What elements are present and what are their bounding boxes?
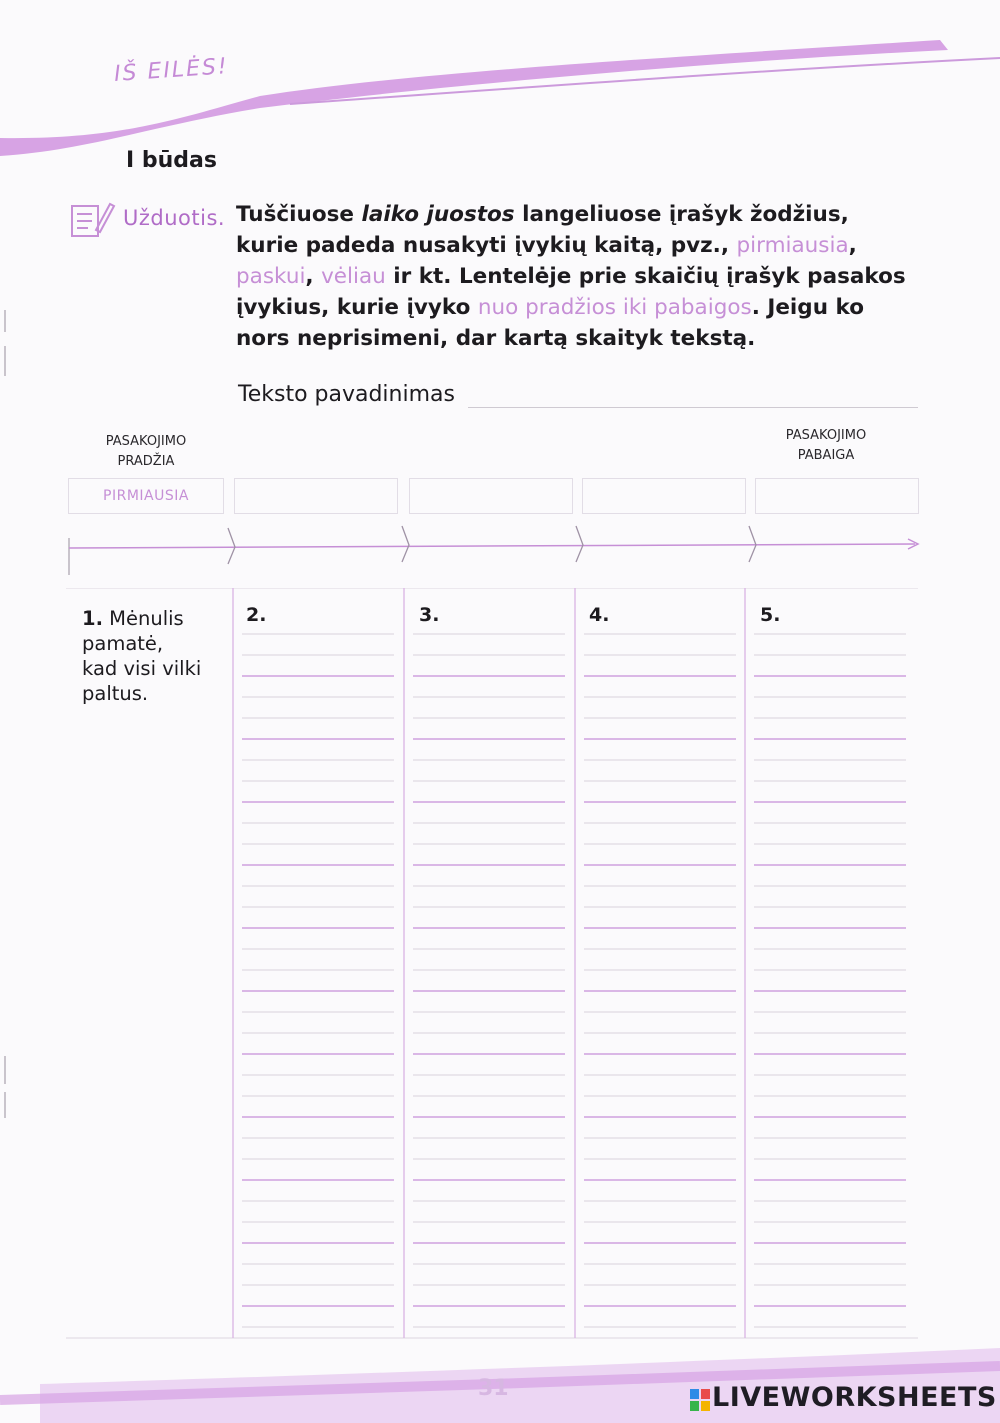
text-title-input-line[interactable] bbox=[468, 407, 918, 408]
timeline-box-1 bbox=[68, 478, 224, 514]
text-title-label: Teksto pavadinimas bbox=[238, 382, 455, 407]
event-1-line: pamatė, bbox=[82, 632, 164, 655]
pencil-note-icon bbox=[70, 200, 116, 240]
column-number-3: 3. bbox=[419, 604, 440, 626]
column-number-5: 5. bbox=[760, 604, 781, 626]
task-label: Užduotis. bbox=[123, 206, 226, 230]
margin-mark bbox=[4, 1056, 6, 1084]
start-label-line: PASAKOJIMO bbox=[105, 434, 187, 449]
page-number: 31 bbox=[478, 1376, 509, 1401]
task-segment: . Jeigu ko nors neprisimeni, dar kartą skaityk tekstą. bbox=[236, 295, 864, 351]
timeline-arrow bbox=[60, 520, 930, 580]
timeline-box-2[interactable] bbox=[234, 478, 398, 514]
margin-mark bbox=[4, 346, 6, 376]
column-number-2: 2. bbox=[246, 604, 267, 626]
event-1-line: kad visi vilki bbox=[82, 657, 202, 680]
event-1-text bbox=[82, 606, 222, 706]
column-number-4: 4. bbox=[589, 604, 610, 626]
header-brush-band bbox=[0, 0, 1000, 170]
event-1-line bbox=[82, 606, 222, 631]
margin-mark bbox=[4, 310, 6, 332]
event-1-word: Mėnulis bbox=[102, 607, 184, 630]
task-segment: Tuščiuose bbox=[236, 202, 362, 227]
task-segment: ir kt. Lentelėje prie skaičių įrašyk pasakos įvykius, kurie įvyko bbox=[236, 264, 906, 320]
event-1-number: 1. bbox=[82, 607, 103, 630]
watermark: LIVEWORKSHEETS bbox=[712, 1382, 997, 1413]
margin-mark bbox=[4, 1092, 6, 1118]
timeline-first-word: PIRMIAUSIA bbox=[103, 488, 189, 504]
end-label-line: PASAKOJIMO bbox=[785, 428, 867, 443]
end-label-line: PABAIGA bbox=[797, 448, 855, 463]
timeline-box-5[interactable] bbox=[755, 478, 919, 514]
task-segment: , bbox=[305, 264, 322, 289]
start-label-line: PRADŽIA bbox=[117, 454, 175, 469]
event-1-line: paltus. bbox=[82, 682, 149, 705]
task-segment: , bbox=[848, 233, 857, 258]
timeline-start-label bbox=[86, 432, 206, 472]
method-title: I būdas bbox=[126, 148, 217, 173]
liveworksheets-logo-icon bbox=[690, 1389, 710, 1411]
emphasis-phrase: nuo pradžios iki pabaigos bbox=[477, 295, 752, 320]
task-instructions bbox=[236, 199, 906, 354]
task-segment: langeliuose įrašyk žodžius, kurie padeda nusakyti įvykių kaitą, pvz., bbox=[236, 202, 849, 258]
example-word: vėliau bbox=[321, 264, 386, 289]
timeline-end-label bbox=[766, 426, 886, 466]
task-segment-italic: laiko juostos bbox=[361, 202, 515, 227]
example-word: pirmiausia bbox=[736, 233, 849, 258]
timeline-box-3[interactable] bbox=[409, 478, 573, 514]
section-tag: IŠ EILĖS! bbox=[113, 54, 230, 87]
example-word: paskui bbox=[236, 264, 306, 289]
timeline-box-4[interactable] bbox=[582, 478, 746, 514]
